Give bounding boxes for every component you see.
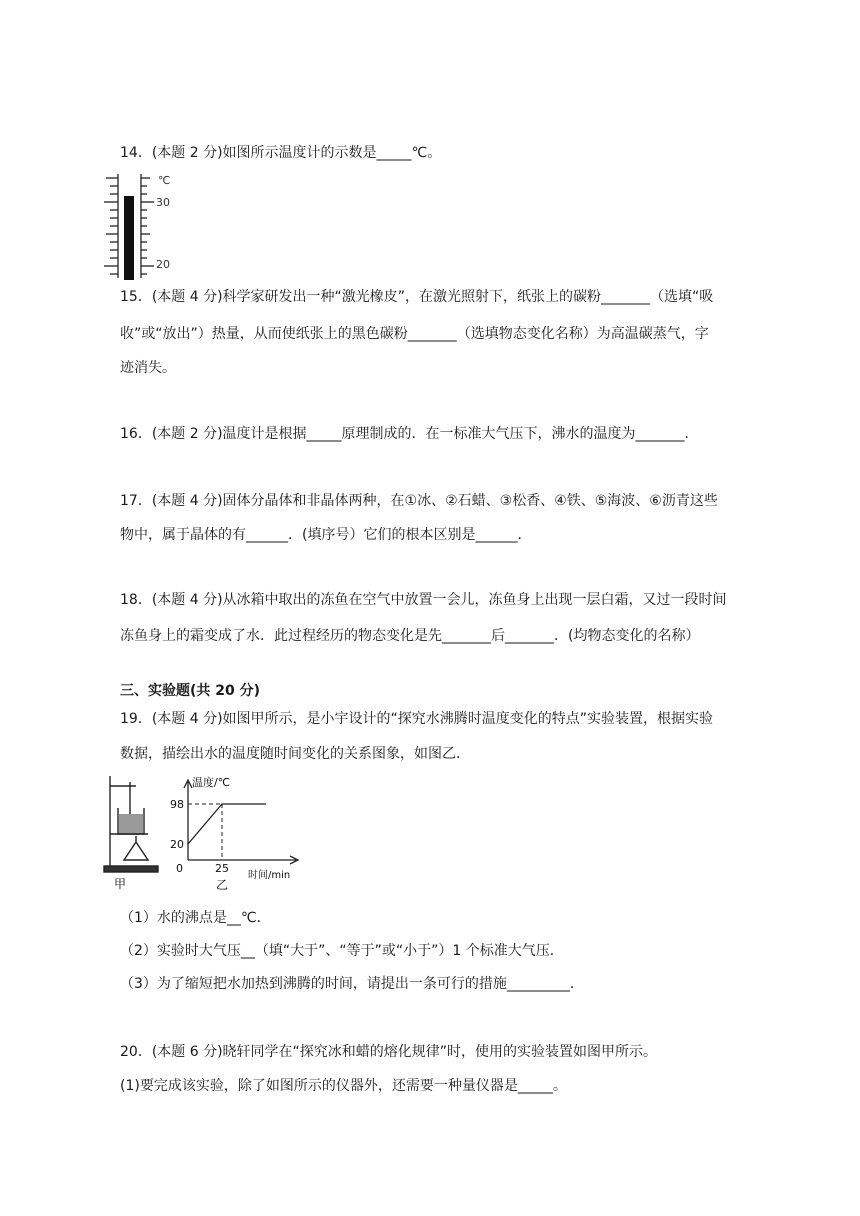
thermometer-tick-20: 20 (156, 258, 170, 271)
q20-line1: 20．(本题 6 分)晓轩同学在“探究冰和蜡的熔化规律”时，使用的实验装置如图甲所示。 (120, 1044, 658, 1060)
graph-x-tick-25: 25 (215, 862, 229, 875)
graph-x-label: 时间/min (248, 870, 291, 881)
q19-graph-figure (168, 772, 308, 898)
q14-text: 14．(本题 2 分)如图所示温度计的示数是_____℃。 (120, 145, 442, 161)
q19-sub3: （3）为了缩短把水加热到沸腾的时间，请提出一条可行的措施_________． (120, 976, 584, 992)
graph-y-tick-20: 20 (170, 838, 184, 851)
graph-y-label: 温度/℃ (192, 776, 231, 789)
thermometer-unit-label: ℃ (158, 174, 171, 187)
q16-text: 16．(本题 2 分)温度计是根据_____原理制成的．在一标准大气压下，沸水的温度为_______． (120, 426, 699, 442)
q15-line3: 迹消失。 (120, 360, 176, 376)
figure-jia-label: 甲 (114, 877, 127, 891)
q17-line2: 物中，属于晶体的有______．(填序号）它们的根本区别是______． (120, 527, 532, 543)
section-3-title: 三、实验题(共 20 分) (120, 683, 261, 699)
q19-sub2: （2）实验时大气压__（填“大于”、“等于”或“小于”）1 个标准大气压． (120, 943, 564, 959)
q18-line2: 冻鱼身上的霜变成了水．此过程经历的物态变化是先_______后_______．(均物态变化的名称） (120, 628, 700, 644)
q18-line1: 18．(本题 4 分)从冰箱中取出的冻鱼在空气中放置一会儿，冻鱼身上出现一层白霜，又过一段时间 (120, 592, 727, 608)
q19-sub1: （1）水的沸点是__℃． (120, 910, 271, 926)
thermometer-tick-30: 30 (156, 196, 170, 209)
figure-yi-label: 乙 (216, 878, 229, 892)
q14-thermometer-figure (100, 168, 190, 288)
q15-line1: 15．(本题 4 分)科学家研发出一种“激光橡皮”，在激光照射下，纸张上的碳粉_______（选填“吸 (120, 289, 714, 305)
q19-apparatus-figure (100, 772, 166, 896)
q17-line1: 17．(本题 4 分)固体分晶体和非晶体两种，在①冰、②石蜡、③松香、④铁、⑤海波、⑥沥青这些 (120, 493, 718, 509)
graph-temperature-line (188, 804, 266, 844)
graph-y-tick-98: 98 (170, 798, 184, 811)
q15-line2: 收”或“放出”）热量，从而使纸张上的黑色碳粉_______（选填物态变化名称）为高温碳蒸气，字 (120, 326, 709, 342)
graph-origin-label: 0 (176, 862, 183, 875)
q19-line2: 数据，描绘出水的温度随时间变化的关系图象，如图乙． (120, 746, 470, 762)
q20-sub1: (1)要完成该实验，除了如图所示的仪器外，还需要一种量仪器是_____。 (120, 1078, 567, 1094)
q19-line1: 19．(本题 4 分)如图甲所示，是小宇设计的“探究水沸腾时温度变化的特点”实验装置，根据实验 (120, 711, 714, 727)
